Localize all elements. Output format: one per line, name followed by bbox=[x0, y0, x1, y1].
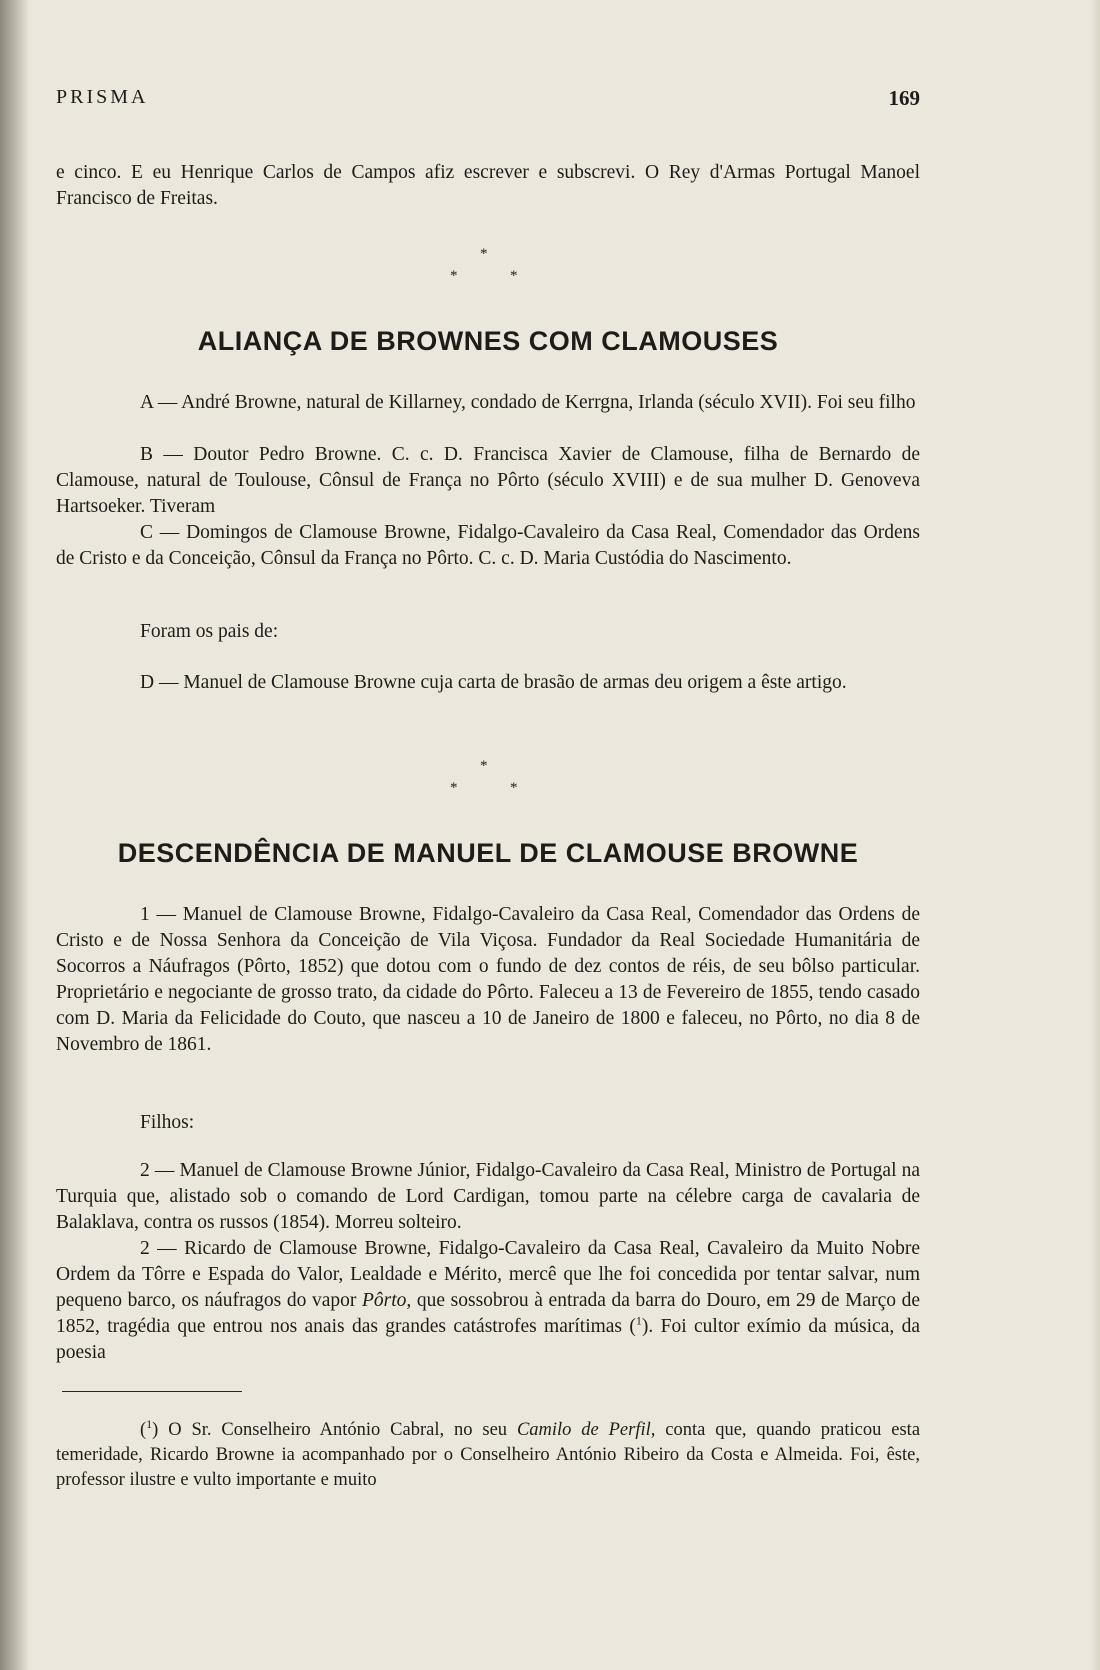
asterism-star: * bbox=[450, 780, 458, 796]
asterism-star: * bbox=[450, 268, 458, 284]
page-number: 169 bbox=[888, 86, 920, 110]
book-title: Camilo de Perfil, bbox=[516, 1420, 656, 1440]
ricardo-text: que sossobrou à entrada da barra do Douro, em 29 de Março de 1852, tragédia que entrou nos anais das grandes catástrofes marítimas ( bbox=[56, 1290, 921, 1337]
running-head bbox=[56, 86, 920, 116]
journal-title: PRISMA bbox=[56, 86, 149, 108]
intro-paragraph: e cinco. E eu Henrique Carlos de Campos afiz escrever e subscrevi. O Rey d'Armas Portugal Manoel Francisco de Freitas. bbox=[56, 162, 920, 209]
ricardo-text: 2 — Ricardo de Clamouse Browne, Fidalgo-Cavaleiro da Casa Real, Cavaleiro da Muito Nobre Ordem da Tôrre e Espada do Valor, Lealdade e Mérito, mercê que lhe foi concedida por tentar salvar, num pequeno barco, os náufragos do vapor bbox=[56, 1238, 920, 1311]
entry-paragraph: C — Domingos de Clamouse Browne, Fidalgo-Cavaleiro da Casa Real, Comendador das Ordens de Cristo e da Conceição, Cônsul da França no Pôrto. C. c. D. Maria Custódia do Nascimento. bbox=[56, 522, 920, 569]
entry-paragraph: A — André Browne, natural de Killarney, condado de Kerrgna, Irlanda (século XVII). Foi seu filho bbox=[140, 392, 916, 413]
asterism-divider bbox=[56, 758, 920, 798]
ricardo-text: ). Foi cultor exímio da música, da poesia bbox=[56, 1316, 920, 1363]
entry-paragraph: 2 — Manuel de Clamouse Browne Júnior, Fidalgo-Cavaleiro da Casa Real, Ministro de Portugal na Turquia que, alistado sob o comando de Lord Cardigan, tomou parte na célebre carga de cavalaria de Balaklava, contra os russos (1854). Morreu solteiro. bbox=[56, 1160, 920, 1233]
children-heading: Filhos: bbox=[140, 1112, 195, 1133]
entry-paragraph-ricardo bbox=[56, 1236, 920, 1366]
asterism-star: * bbox=[510, 780, 518, 796]
footnote-reference: 1 bbox=[635, 1313, 642, 1328]
asterism-star: * bbox=[480, 246, 488, 262]
page-edge bbox=[1090, 0, 1100, 1670]
footnote-text: conta que, quando praticou esta temeridade, Ricardo Browne ia acompanhado por o Conselheiro António Ribeiro da Costa e Almeida. Foi, êste, professor ilustre e vulto importante e muito bbox=[56, 1420, 921, 1490]
footnote bbox=[56, 1418, 920, 1493]
section-title-alliance: ALIANÇA DE BROWNES COM CLAMOUSES bbox=[197, 326, 779, 356]
section-title-descendants: DESCENDÊNCIA DE MANUEL DE CLAMOUSE BROWNE bbox=[117, 838, 859, 868]
binding-shadow bbox=[0, 0, 30, 1670]
footnote-rule bbox=[62, 1391, 242, 1392]
footnote-text: O Sr. Conselheiro António Cabral, no seu bbox=[168, 1420, 508, 1440]
entry-paragraph: B — Doutor Pedro Browne. C. c. D. Francisca Xavier de Clamouse, filha de Bernardo de Clamouse, natural de Toulouse, Cônsul de França no Pôrto (século XVIII) e de sua mulher D. Genoveva Hartsoeker. Tiveram bbox=[56, 444, 920, 517]
asterism-divider bbox=[56, 246, 920, 286]
footnote-marker: ($^1$) bbox=[140, 1416, 159, 1440]
asterism-star: * bbox=[510, 268, 518, 284]
ship-name: Pôrto, bbox=[362, 1290, 412, 1311]
entry-paragraph: D — Manuel de Clamouse Browne cuja carta de brasão de armas deu origem a êste artigo. bbox=[140, 672, 847, 693]
asterism-star: * bbox=[480, 758, 488, 774]
entry-paragraph: 1 — Manuel de Clamouse Browne, Fidalgo-Cavaleiro da Casa Real, Comendador das Ordens de Cristo e de Nossa Senhora da Conceição de Vila Viçosa. Fundador da Real Sociedade Humanitária de Socorros a Náufragos (Pôrto, 1852) que dotou com o fundo de dez contos de réis, de seu bôlso particular. Proprietário e negociante de grosso trato, da cidade do Pôrto. Faleceu a 13 de Fevereiro de 1855, tendo casado com D. Maria da Felicidade do Couto, que nasceu a 10 de Janeiro de 1800 e faleceu, no Pôrto, no dia 8 de Novembro de 1861. bbox=[56, 904, 920, 1055]
entry-paragraph: Foram os pais de: bbox=[140, 621, 279, 642]
book-page bbox=[56, 0, 920, 1670]
